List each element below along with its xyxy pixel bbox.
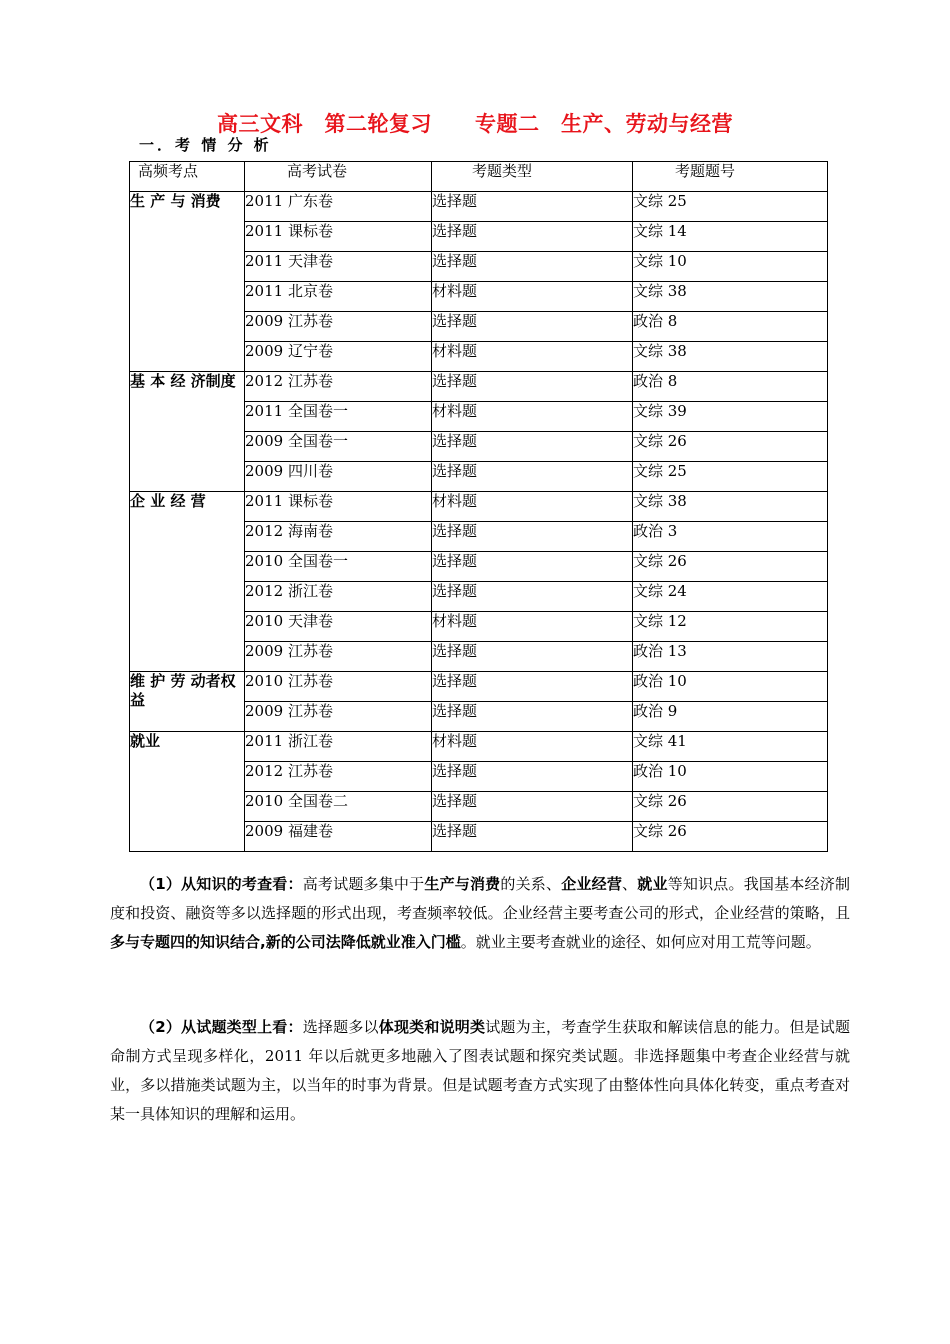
question-number-cell: 文综 25 <box>633 192 828 222</box>
table-row <box>130 192 828 222</box>
question-type-cell: 材料题 <box>432 732 633 762</box>
paper-cell: 2011 全国卷一 <box>245 402 432 432</box>
paper-cell: 2011 广东卷 <box>245 192 432 222</box>
question-number-cell: 政治 10 <box>633 672 828 702</box>
question-type-cell: 材料题 <box>432 342 633 372</box>
paper-cell: 2010 全国卷一 <box>245 552 432 582</box>
question-type-cell: 材料题 <box>432 612 633 642</box>
topic-cell: 就业 <box>130 732 245 852</box>
paper-cell: 2009 江苏卷 <box>245 642 432 672</box>
question-number-cell: 文综 24 <box>633 582 828 612</box>
table-row <box>130 672 828 702</box>
question-type-cell: 选择题 <box>432 222 633 252</box>
question-type-cell: 选择题 <box>432 792 633 822</box>
paper-cell: 2009 江苏卷 <box>245 702 432 732</box>
paper-cell: 2010 江苏卷 <box>245 672 432 702</box>
text-run: 。就业主要考查就业的途径、如何应对用工荒等问题。 <box>460 933 821 951</box>
question-number-cell: 文综 25 <box>633 462 828 492</box>
bold-text: 多与专题四的知识结合,新的公司法降低就业准入门槛 <box>110 933 461 951</box>
question-number-cell: 文综 26 <box>633 552 828 582</box>
paper-cell: 2009 福建卷 <box>245 822 432 852</box>
bold-text: 体现类和说明类 <box>378 1018 486 1036</box>
paper-cell: 2011 浙江卷 <box>245 732 432 762</box>
exam-analysis-table <box>129 161 828 852</box>
paper-cell: 2011 天津卷 <box>245 252 432 282</box>
text-run: 、 <box>622 875 638 893</box>
question-number-cell: 文综 41 <box>633 732 828 762</box>
paper-cell: 2011 课标卷 <box>245 492 432 522</box>
question-type-cell: 选择题 <box>432 762 633 792</box>
paper-cell: 2009 全国卷一 <box>245 432 432 462</box>
header-question-number: 考题题号 <box>633 162 828 192</box>
analysis-paragraph-knowledge <box>110 870 850 957</box>
text-run: 试题为主，考查学生获取和解读信息的能力。但是试题命制方式呈现多样化，2011 年以后就更多地融入了图表试题和探究类试题。非选择题集中考查企业经营与就业，多以措施类试题为主，以当年的时事为背景。但是试题考查方式实现了由整体性向具体化转变，重点考查对某一具体知识的理解和运用。 <box>110 1018 850 1123</box>
question-number-cell: 文综 38 <box>633 282 828 312</box>
topic-cell: 维 护 劳 动者权益 <box>130 672 245 732</box>
question-number-cell: 文综 26 <box>633 432 828 462</box>
question-number-cell: 文综 10 <box>633 252 828 282</box>
question-number-cell: 政治 8 <box>633 312 828 342</box>
question-number-cell: 文综 38 <box>633 492 828 522</box>
question-number-cell: 文综 38 <box>633 342 828 372</box>
question-type-cell: 材料题 <box>432 402 633 432</box>
question-number-cell: 文综 26 <box>633 822 828 852</box>
paper-cell: 2011 北京卷 <box>245 282 432 312</box>
table-row <box>130 492 828 522</box>
question-type-cell: 选择题 <box>432 522 633 552</box>
text-run: 选择题多以 <box>302 1018 379 1036</box>
question-type-cell: 选择题 <box>432 822 633 852</box>
question-type-cell: 选择题 <box>432 192 633 222</box>
paper-cell: 2012 江苏卷 <box>245 372 432 402</box>
question-type-cell: 选择题 <box>432 252 633 282</box>
question-type-cell: 选择题 <box>432 462 633 492</box>
topic-cell: 企 业 经 营 <box>130 492 245 672</box>
question-number-cell: 政治 13 <box>633 642 828 672</box>
analysis-paragraph-question-types <box>110 1013 850 1129</box>
question-number-cell: 政治 10 <box>633 762 828 792</box>
question-type-cell: 材料题 <box>432 492 633 522</box>
paper-cell: 2011 课标卷 <box>245 222 432 252</box>
paper-cell: 2009 辽宁卷 <box>245 342 432 372</box>
question-number-cell: 政治 9 <box>633 702 828 732</box>
header-topic: 高频考点 <box>130 162 245 192</box>
bold-text: 企业经营 <box>561 875 623 893</box>
text-run: 等知识点。我国基本经济制度和投资、融资等多以选择题的形式出现，考查频率较低。企业经营主要考查公司的形式，企业经营的策略，且 <box>110 875 850 922</box>
question-type-cell: 选择题 <box>432 582 633 612</box>
header-paper: 高考试卷 <box>245 162 432 192</box>
table-row <box>130 372 828 402</box>
question-type-cell: 选择题 <box>432 372 633 402</box>
paper-cell: 2010 天津卷 <box>245 612 432 642</box>
question-type-cell: 选择题 <box>432 702 633 732</box>
question-type-cell: 选择题 <box>432 552 633 582</box>
question-number-cell: 政治 3 <box>633 522 828 552</box>
table-body <box>130 192 828 852</box>
paper-cell: 2012 江苏卷 <box>245 762 432 792</box>
question-number-cell: 文综 26 <box>633 792 828 822</box>
bold-text: （1）从知识的考查看： <box>140 875 303 893</box>
bold-text: （2）从试题类型上看： <box>140 1018 303 1036</box>
question-number-cell: 政治 8 <box>633 372 828 402</box>
paper-cell: 2009 四川卷 <box>245 462 432 492</box>
paper-cell: 2010 全国卷二 <box>245 792 432 822</box>
topic-cell: 生 产 与 消费 <box>130 192 245 372</box>
question-type-cell: 材料题 <box>432 282 633 312</box>
paper-cell: 2009 江苏卷 <box>245 312 432 342</box>
text-run: 的关系、 <box>500 875 562 893</box>
question-type-cell: 选择题 <box>432 312 633 342</box>
topic-cell: 基 本 经 济制度 <box>130 372 245 492</box>
paper-cell: 2012 海南卷 <box>245 522 432 552</box>
document-title: 高三文科 第二轮复习 专题二 生产、劳动与经营 <box>217 112 733 136</box>
section-heading: 一．考 情 分 析 <box>139 136 272 154</box>
text-run: 高考试题多集中于 <box>302 875 425 893</box>
table-row <box>130 732 828 762</box>
bold-text: 就业 <box>637 875 668 893</box>
question-type-cell: 选择题 <box>432 432 633 462</box>
bold-text: 生产与消费 <box>424 875 501 893</box>
header-question-type: 考题类型 <box>432 162 633 192</box>
question-number-cell: 文综 14 <box>633 222 828 252</box>
question-number-cell: 文综 12 <box>633 612 828 642</box>
table-header-row <box>130 162 828 192</box>
paper-cell: 2012 浙江卷 <box>245 582 432 612</box>
question-number-cell: 文综 39 <box>633 402 828 432</box>
question-type-cell: 选择题 <box>432 642 633 672</box>
question-type-cell: 选择题 <box>432 672 633 702</box>
